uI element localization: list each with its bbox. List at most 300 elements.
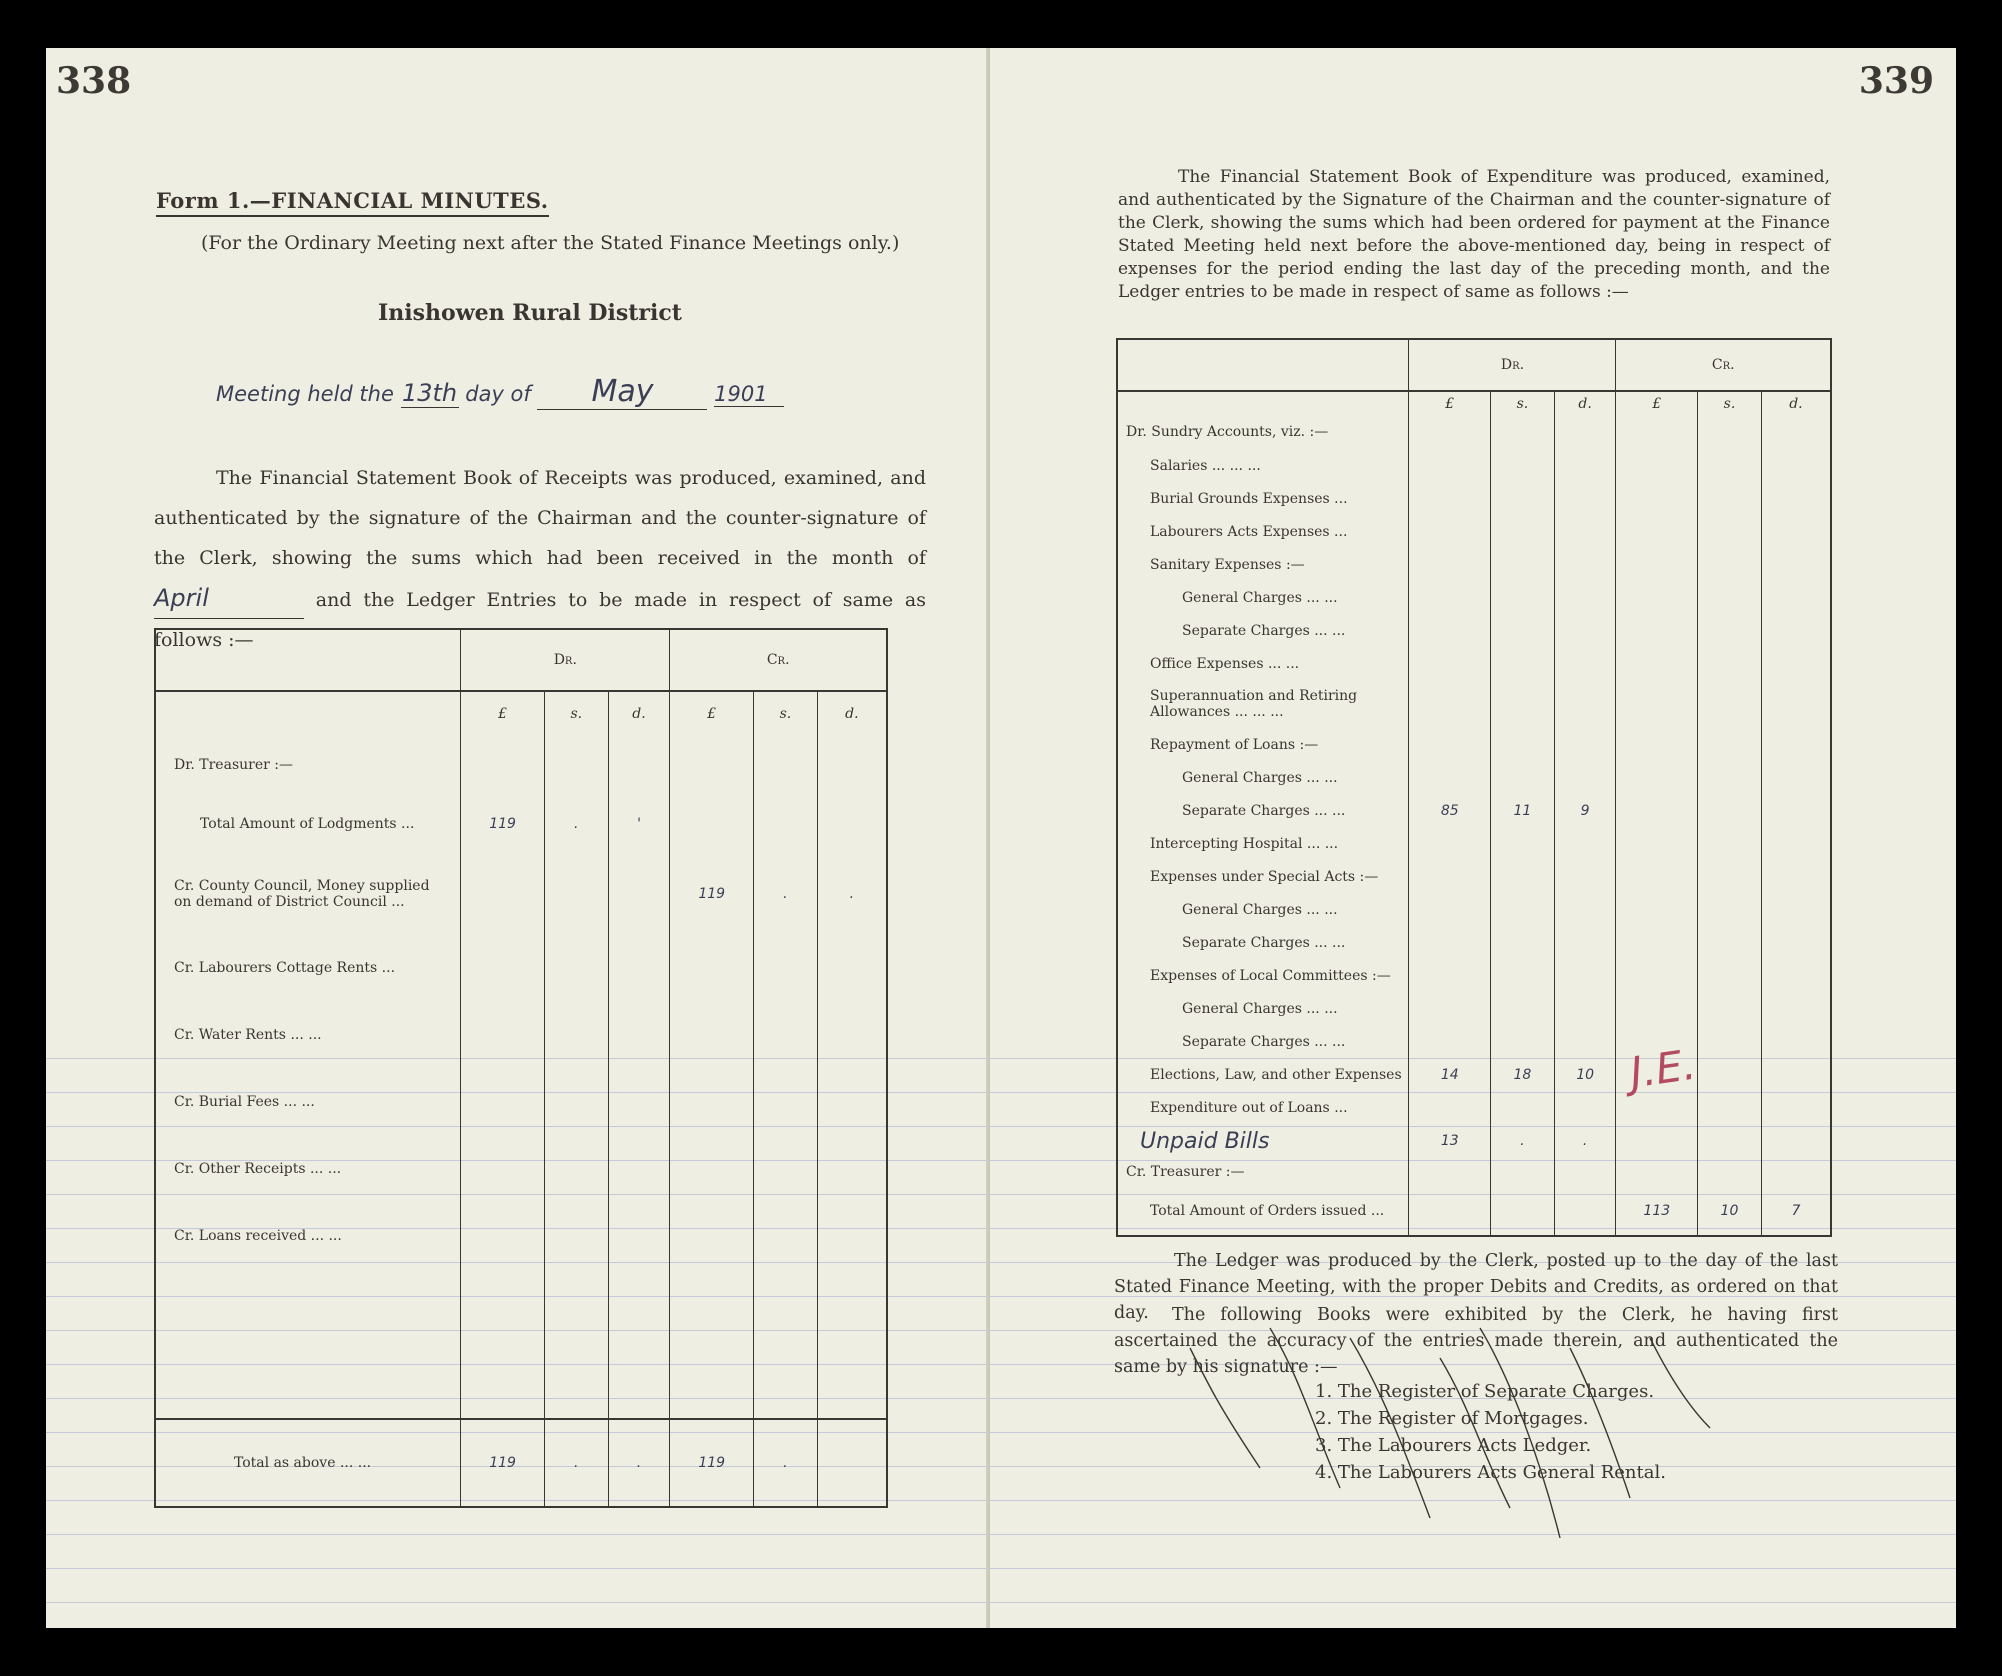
row-cr-l: [1616, 415, 1698, 449]
row-label: Elections, Law, and other Expenses: [1150, 1066, 1402, 1083]
meeting-year: 1901: [714, 382, 784, 407]
row-dr-s: [544, 1135, 608, 1203]
page-number: 339: [1858, 60, 1934, 102]
row-label: Cr. Other Receipts ... ...: [174, 1161, 342, 1177]
table-row: [1117, 926, 1831, 959]
row-label: Sanitary Expenses :—: [1150, 556, 1305, 573]
row-cr-l: [1616, 1124, 1698, 1158]
row-cr-s: [754, 935, 818, 1001]
row-cr-s: [1698, 680, 1762, 728]
row-label: Cr. Loans received ... ...: [174, 1228, 342, 1244]
row-label: Cr. County Council, Money supplied on demand of District Council ...: [174, 878, 430, 910]
row-dr-d: [1554, 647, 1616, 680]
row-label: Cr. Water Rents ... ...: [174, 1027, 322, 1043]
row-dr-d: 9: [1554, 794, 1616, 827]
row-cr-s: [1698, 614, 1762, 647]
ruled-line: [46, 1568, 986, 1569]
row-cr-l: [670, 735, 754, 795]
row-dr-d: [608, 1069, 670, 1135]
row-dr-s: 11: [1491, 794, 1555, 827]
row-label: Intercepting Hospital ... ...: [1150, 835, 1339, 852]
row-dr-l: [1409, 415, 1491, 449]
row-cr-l: [670, 1069, 754, 1135]
row-cr-s: [1698, 761, 1762, 794]
row-cr-l: 113: [1616, 1186, 1698, 1236]
row-label: Cr. Burial Fees ... ...: [174, 1094, 315, 1110]
page-number: 338: [56, 60, 132, 102]
row-label: Salaries ... ... ...: [1150, 457, 1261, 474]
row-dr-l: [461, 1001, 545, 1069]
list-item: 3. The Labourers Acts Ledger.: [1315, 1435, 1592, 1456]
row-label: Expenses of Local Committees :—: [1150, 967, 1391, 984]
row-cr-l: 119: [670, 853, 754, 935]
table-row: [1117, 1158, 1831, 1186]
row-cr-l: [1616, 959, 1698, 992]
table-row: [1117, 614, 1831, 647]
row-cr-d: [1761, 515, 1831, 548]
table-row: [155, 1203, 887, 1269]
row-cr-d: [817, 795, 887, 853]
row-dr-d: [608, 853, 670, 935]
row-dr-l: [461, 1069, 545, 1135]
table-row: [155, 735, 887, 795]
row-dr-l: [461, 853, 545, 935]
row-cr-d: [1761, 1158, 1831, 1186]
row-cr-l: [1616, 992, 1698, 1025]
cr-header: Cr.: [670, 629, 887, 691]
table-row: [155, 795, 887, 853]
row-cr-s: .: [754, 853, 818, 935]
ruled-line: [990, 1568, 1956, 1569]
table-row: [1117, 1124, 1831, 1158]
row-dr-d: [1554, 959, 1616, 992]
row-dr-d: [608, 1135, 670, 1203]
row-cr-s: [1698, 926, 1762, 959]
row-cr-s: [1698, 647, 1762, 680]
row-dr-d: [1554, 614, 1616, 647]
row-label: Total Amount of Lodgments ...: [200, 816, 415, 832]
blank-header: [155, 629, 461, 691]
row-dr-l: [1409, 728, 1491, 761]
meeting-mid: day of: [465, 382, 531, 406]
row-cr-d: [817, 735, 887, 795]
row-dr-d: [608, 1001, 670, 1069]
row-label: Separate Charges ... ...: [1182, 802, 1346, 819]
signature-scribble: [1150, 1318, 1770, 1548]
row-cr-l: [1616, 761, 1698, 794]
row-cr-l: [1616, 548, 1698, 581]
table-row: [1117, 680, 1831, 728]
row-cr-s: [1698, 1124, 1762, 1158]
row-dr-l: [1409, 1025, 1491, 1058]
row-label: General Charges ... ...: [1182, 769, 1338, 786]
meeting-prefix: Meeting held the: [216, 382, 394, 406]
left-page: [46, 48, 986, 1628]
unit-cell: £: [1409, 391, 1491, 415]
table-row: [1117, 860, 1831, 893]
unit-pounds: £: [670, 691, 754, 735]
row-label: Repayment of Loans :—: [1150, 736, 1319, 753]
row-dr-d: [1554, 893, 1616, 926]
row-cr-s: [1698, 992, 1762, 1025]
row-label: Expenditure out of Loans ...: [1150, 1099, 1348, 1116]
row-cr-l: [1616, 614, 1698, 647]
table-row: [1117, 728, 1831, 761]
row-cr-s: [754, 1203, 818, 1269]
row-cr-s: [1698, 893, 1762, 926]
row-dr-d: [1554, 449, 1616, 482]
row-dr-l: 119: [461, 795, 545, 853]
row-label: Separate Charges ... ...: [1182, 1033, 1346, 1050]
table-row: [1117, 515, 1831, 548]
row-dr-d: .: [1554, 1124, 1616, 1158]
row-dr-l: [1409, 647, 1491, 680]
table-row: [1117, 827, 1831, 860]
row-cr-s: [754, 735, 818, 795]
list-item: 2. The Register of Mortgages.: [1315, 1408, 1589, 1429]
row-label: Superannuation and Retiring Allowances ... ... ...: [1150, 688, 1358, 720]
table-row: [1117, 581, 1831, 614]
row-dr-s: [1491, 992, 1555, 1025]
row-dr-d: ': [608, 795, 670, 853]
unit-cell: £: [1616, 391, 1698, 415]
row-cr-l: [670, 1203, 754, 1269]
row-dr-s: [544, 735, 608, 795]
table-row: [155, 1069, 887, 1135]
row-label: General Charges ... ...: [1182, 589, 1338, 606]
row-dr-d: [1554, 482, 1616, 515]
table-row: [1117, 959, 1831, 992]
expenditure-intro: The Financial Statement Book of Expenditure was produced, examined, and authenticated by the Signature of the Chairman and the counter-signature of the Clerk, showing the sums which had been ordered for payment at the Finance Stated Meeting held next before the above-mentioned day, being in respect of expenses for the period ending the last day of the preceding month, and the Ledger entries to be made in respect of same as follows :—: [1118, 167, 1830, 302]
row-dr-l: [1409, 761, 1491, 794]
unit-row: [1117, 391, 1831, 415]
unit-pounds: £: [461, 691, 545, 735]
unit-cell: d.: [1761, 391, 1831, 415]
row-dr-l: [1409, 827, 1491, 860]
row-dr-s: [1491, 926, 1555, 959]
row-cr-l: [1616, 1158, 1698, 1186]
books-paragraph: The following Books were exhibited by the Clerk, he having first ascertained the accuracy of the entries made therein, and authenticated the same by his signature :—: [1114, 1305, 1838, 1377]
row-cr-l: [1616, 647, 1698, 680]
table-total-row: [155, 1419, 887, 1507]
row-dr-s: [544, 1001, 608, 1069]
row-dr-l: [1409, 548, 1491, 581]
row-cr-d: [1761, 449, 1831, 482]
meeting-line: [216, 374, 784, 410]
row-dr-s: [544, 935, 608, 1001]
row-dr-l: [1409, 992, 1491, 1025]
total-cr-pence: [817, 1419, 887, 1507]
row-cr-s: [1698, 1091, 1762, 1124]
table-row: [1117, 893, 1831, 926]
row-cr-d: .: [817, 853, 887, 935]
row-cr-d: [1761, 548, 1831, 581]
row-dr-d: [608, 935, 670, 1001]
dr-header: Dr.: [461, 629, 670, 691]
total-cr-pounds: 119: [670, 1419, 754, 1507]
row-dr-d: 10: [1554, 1058, 1616, 1091]
row-cr-d: [1761, 827, 1831, 860]
ruled-line: [46, 1602, 986, 1603]
row-dr-d: [1554, 728, 1616, 761]
row-cr-d: [817, 1001, 887, 1069]
row-cr-s: [1698, 827, 1762, 860]
row-cr-d: [1761, 860, 1831, 893]
table-row: [1117, 761, 1831, 794]
row-label: Labourers Acts Expenses ...: [1150, 523, 1348, 540]
ruled-line: [990, 1602, 1956, 1603]
row-cr-d: [1761, 1091, 1831, 1124]
table-row: [1117, 449, 1831, 482]
row-dr-s: [544, 853, 608, 935]
row-dr-d: [1554, 827, 1616, 860]
row-cr-d: [1761, 482, 1831, 515]
row-dr-l: [1409, 1091, 1491, 1124]
row-cr-d: [1761, 1124, 1831, 1158]
row-dr-l: 85: [1409, 794, 1491, 827]
row-dr-d: [1554, 680, 1616, 728]
row-dr-l: [1409, 860, 1491, 893]
row-cr-s: [754, 1069, 818, 1135]
row-cr-d: 7: [1761, 1186, 1831, 1236]
row-dr-d: [1554, 548, 1616, 581]
unit-pence: d.: [608, 691, 670, 735]
unit-cell: s.: [1491, 391, 1555, 415]
row-dr-d: [1554, 860, 1616, 893]
total-cr-shillings: .: [754, 1419, 818, 1507]
district-name: Inishowen Rural District: [378, 300, 682, 326]
row-dr-s: [1491, 548, 1555, 581]
table-row: [155, 1001, 887, 1069]
row-dr-d: [1554, 1025, 1616, 1058]
row-dr-s: [1491, 515, 1555, 548]
row-label: Burial Grounds Expenses ...: [1150, 490, 1348, 507]
row-cr-l: [1616, 860, 1698, 893]
total-dr-pounds: 119: [461, 1419, 545, 1507]
row-label: Total Amount of Orders issued ...: [1150, 1202, 1385, 1219]
row-label: Cr. Treasurer :—: [1126, 1164, 1245, 1180]
form-subtitle: (For the Ordinary Meeting next after the Stated Finance Meetings only.): [201, 232, 900, 254]
table-row: [1117, 992, 1831, 1025]
table-row: [1117, 1091, 1831, 1124]
meeting-month: May: [537, 374, 707, 410]
row-cr-s: [1698, 728, 1762, 761]
table-row: [155, 1135, 887, 1203]
row-cr-s: [1698, 548, 1762, 581]
ruled-line: [46, 1534, 986, 1535]
row-label: General Charges ... ...: [1182, 1000, 1338, 1017]
row-cr-l: [1616, 893, 1698, 926]
table-row: [1117, 794, 1831, 827]
row-dr-s: [1491, 415, 1555, 449]
row-dr-l: [1409, 581, 1491, 614]
row-cr-s: [1698, 449, 1762, 482]
row-cr-l: [1616, 794, 1698, 827]
table-row: [1117, 415, 1831, 449]
row-dr-l: [461, 1203, 545, 1269]
row-dr-s: .: [1491, 1124, 1555, 1158]
row-cr-l: [1616, 482, 1698, 515]
row-dr-d: [608, 735, 670, 795]
meeting-day: 13th: [401, 379, 458, 407]
row-cr-s: [1698, 581, 1762, 614]
right-page: [990, 48, 1956, 1628]
row-cr-l: [1616, 827, 1698, 860]
red-initials: J.E.: [1626, 1039, 1699, 1098]
row-cr-s: [754, 1001, 818, 1069]
receipts-ledger-table: [154, 628, 888, 1508]
cr-header: Cr.: [1616, 339, 1831, 391]
row-cr-l: [1616, 449, 1698, 482]
row-dr-s: [1491, 893, 1555, 926]
row-label: Separate Charges ... ...: [1182, 622, 1346, 639]
list-item: 4. The Labourers Acts General Rental.: [1315, 1462, 1666, 1483]
row-dr-s: [1491, 1186, 1555, 1236]
row-dr-l: 13: [1409, 1124, 1491, 1158]
row-dr-l: [1409, 893, 1491, 926]
dr-header: Dr.: [1409, 339, 1616, 391]
row-cr-d: [1761, 415, 1831, 449]
row-dr-l: 14: [1409, 1058, 1491, 1091]
row-dr-s: [1491, 1025, 1555, 1058]
table-header-row: [1117, 339, 1831, 391]
row-dr-l: [461, 1135, 545, 1203]
row-cr-s: [1698, 482, 1762, 515]
table-row: [155, 935, 887, 1001]
row-cr-d: [1761, 647, 1831, 680]
row-cr-s: [754, 795, 818, 853]
unit-blank: [1117, 391, 1409, 415]
row-label: Office Expenses ... ...: [1150, 655, 1300, 672]
unit-cell: d.: [1554, 391, 1616, 415]
row-dr-s: [1491, 1091, 1555, 1124]
row-cr-d: [1761, 992, 1831, 1025]
row-cr-l: [670, 1135, 754, 1203]
signature-strokes: [1190, 1328, 1710, 1538]
row-cr-d: [1761, 680, 1831, 728]
row-dr-s: [1491, 647, 1555, 680]
row-cr-l: [1616, 1091, 1698, 1124]
row-cr-l: [670, 795, 754, 853]
row-cr-s: [1698, 794, 1762, 827]
table-row: [1117, 647, 1831, 680]
row-cr-d: [1761, 614, 1831, 647]
row-dr-l: [1409, 515, 1491, 548]
row-dr-s: [1491, 449, 1555, 482]
row-label: Dr. Sundry Accounts, viz. :—: [1126, 424, 1329, 440]
row-dr-l: [461, 735, 545, 795]
row-dr-d: [1554, 1091, 1616, 1124]
row-cr-d: [1761, 581, 1831, 614]
row-label: Dr. Treasurer :—: [174, 757, 293, 773]
row-dr-s: [544, 1203, 608, 1269]
row-cr-d: [1761, 728, 1831, 761]
total-dr-pence: .: [608, 1419, 670, 1507]
unit-blank: [155, 691, 461, 735]
receipts-month: April: [154, 578, 304, 619]
row-cr-d: [817, 1135, 887, 1203]
row-cr-d: [817, 935, 887, 1001]
row-label: Cr. Labourers Cottage Rents ...: [174, 960, 396, 976]
form-title: Form 1.—FINANCIAL MINUTES.: [156, 188, 549, 217]
row-cr-s: [1698, 1025, 1762, 1058]
table-row: [1117, 1025, 1831, 1058]
row-dr-s: [1491, 761, 1555, 794]
row-cr-l: [1616, 515, 1698, 548]
row-cr-d: [1761, 794, 1831, 827]
row-cr-s: [1698, 1058, 1762, 1091]
row-cr-s: [1698, 515, 1762, 548]
row-dr-d: [1554, 515, 1616, 548]
row-dr-d: [1554, 992, 1616, 1025]
row-dr-s: [544, 1069, 608, 1135]
row-label: Expenses under Special Acts :—: [1150, 868, 1379, 885]
row-dr-d: [608, 1203, 670, 1269]
row-dr-s: 18: [1491, 1058, 1555, 1091]
row-dr-l: [1409, 614, 1491, 647]
row-cr-d: [817, 1069, 887, 1135]
row-cr-l: [1616, 680, 1698, 728]
row-dr-l: [1409, 482, 1491, 515]
row-label: General Charges ... ...: [1182, 901, 1338, 918]
row-dr-s: [1491, 728, 1555, 761]
table-row: [1117, 548, 1831, 581]
row-dr-s: [1491, 827, 1555, 860]
table-row: [1117, 482, 1831, 515]
total-dr-shillings: .: [544, 1419, 608, 1507]
table-row: [155, 853, 887, 935]
unit-cell: s.: [1698, 391, 1762, 415]
table-row: [1117, 1186, 1831, 1236]
expenditure-ledger-table: [1116, 338, 1832, 1237]
table-spacer-row: [155, 1269, 887, 1419]
row-dr-d: [1554, 926, 1616, 959]
table-row: [1117, 1058, 1831, 1091]
row-dr-s: [1491, 1158, 1555, 1186]
row-dr-s: [1491, 581, 1555, 614]
row-dr-l: [1409, 1186, 1491, 1236]
row-dr-s: [1491, 959, 1555, 992]
row-dr-s: [1491, 860, 1555, 893]
row-cr-s: 10: [1698, 1186, 1762, 1236]
row-dr-d: [1554, 1158, 1616, 1186]
row-cr-l: [670, 935, 754, 1001]
list-item: 1. The Register of Separate Charges.: [1315, 1381, 1655, 1402]
row-dr-l: [461, 935, 545, 1001]
total-label: Total as above ... ...: [234, 1455, 372, 1471]
blank-header: [1117, 339, 1409, 391]
ledger-paragraph: The Ledger was produced by the Clerk, posted up to the day of the last Stated Finance Meeting, with the proper Debits and Credits, as ordered on that day.: [1114, 1251, 1838, 1323]
receipts-intro-text: The Financial Statement Book of Receipts was produced, examined, and authenticated by the signature of the Chairman and the counter-signature of the Clerk, showing the sums which had been received in the month of: [154, 467, 926, 569]
row-cr-l: [1616, 926, 1698, 959]
row-dr-d: [1554, 581, 1616, 614]
row-label: Unpaid Bills: [1140, 1128, 1270, 1154]
unit-shillings: s.: [754, 691, 818, 735]
row-cr-d: [817, 1203, 887, 1269]
row-dr-d: [1554, 761, 1616, 794]
row-cr-d: [1761, 1058, 1831, 1091]
row-dr-l: [1409, 1158, 1491, 1186]
row-cr-l: [1616, 728, 1698, 761]
row-dr-d: [1554, 415, 1616, 449]
row-dr-s: [1491, 482, 1555, 515]
row-dr-l: [1409, 959, 1491, 992]
row-label: Separate Charges ... ...: [1182, 934, 1346, 951]
receipts-intro-end: and the Ledger Entries to be made in respect of same as follows :—: [154, 589, 926, 651]
row-dr-l: [1409, 680, 1491, 728]
row-cr-s: [1698, 959, 1762, 992]
row-cr-s: [1698, 860, 1762, 893]
